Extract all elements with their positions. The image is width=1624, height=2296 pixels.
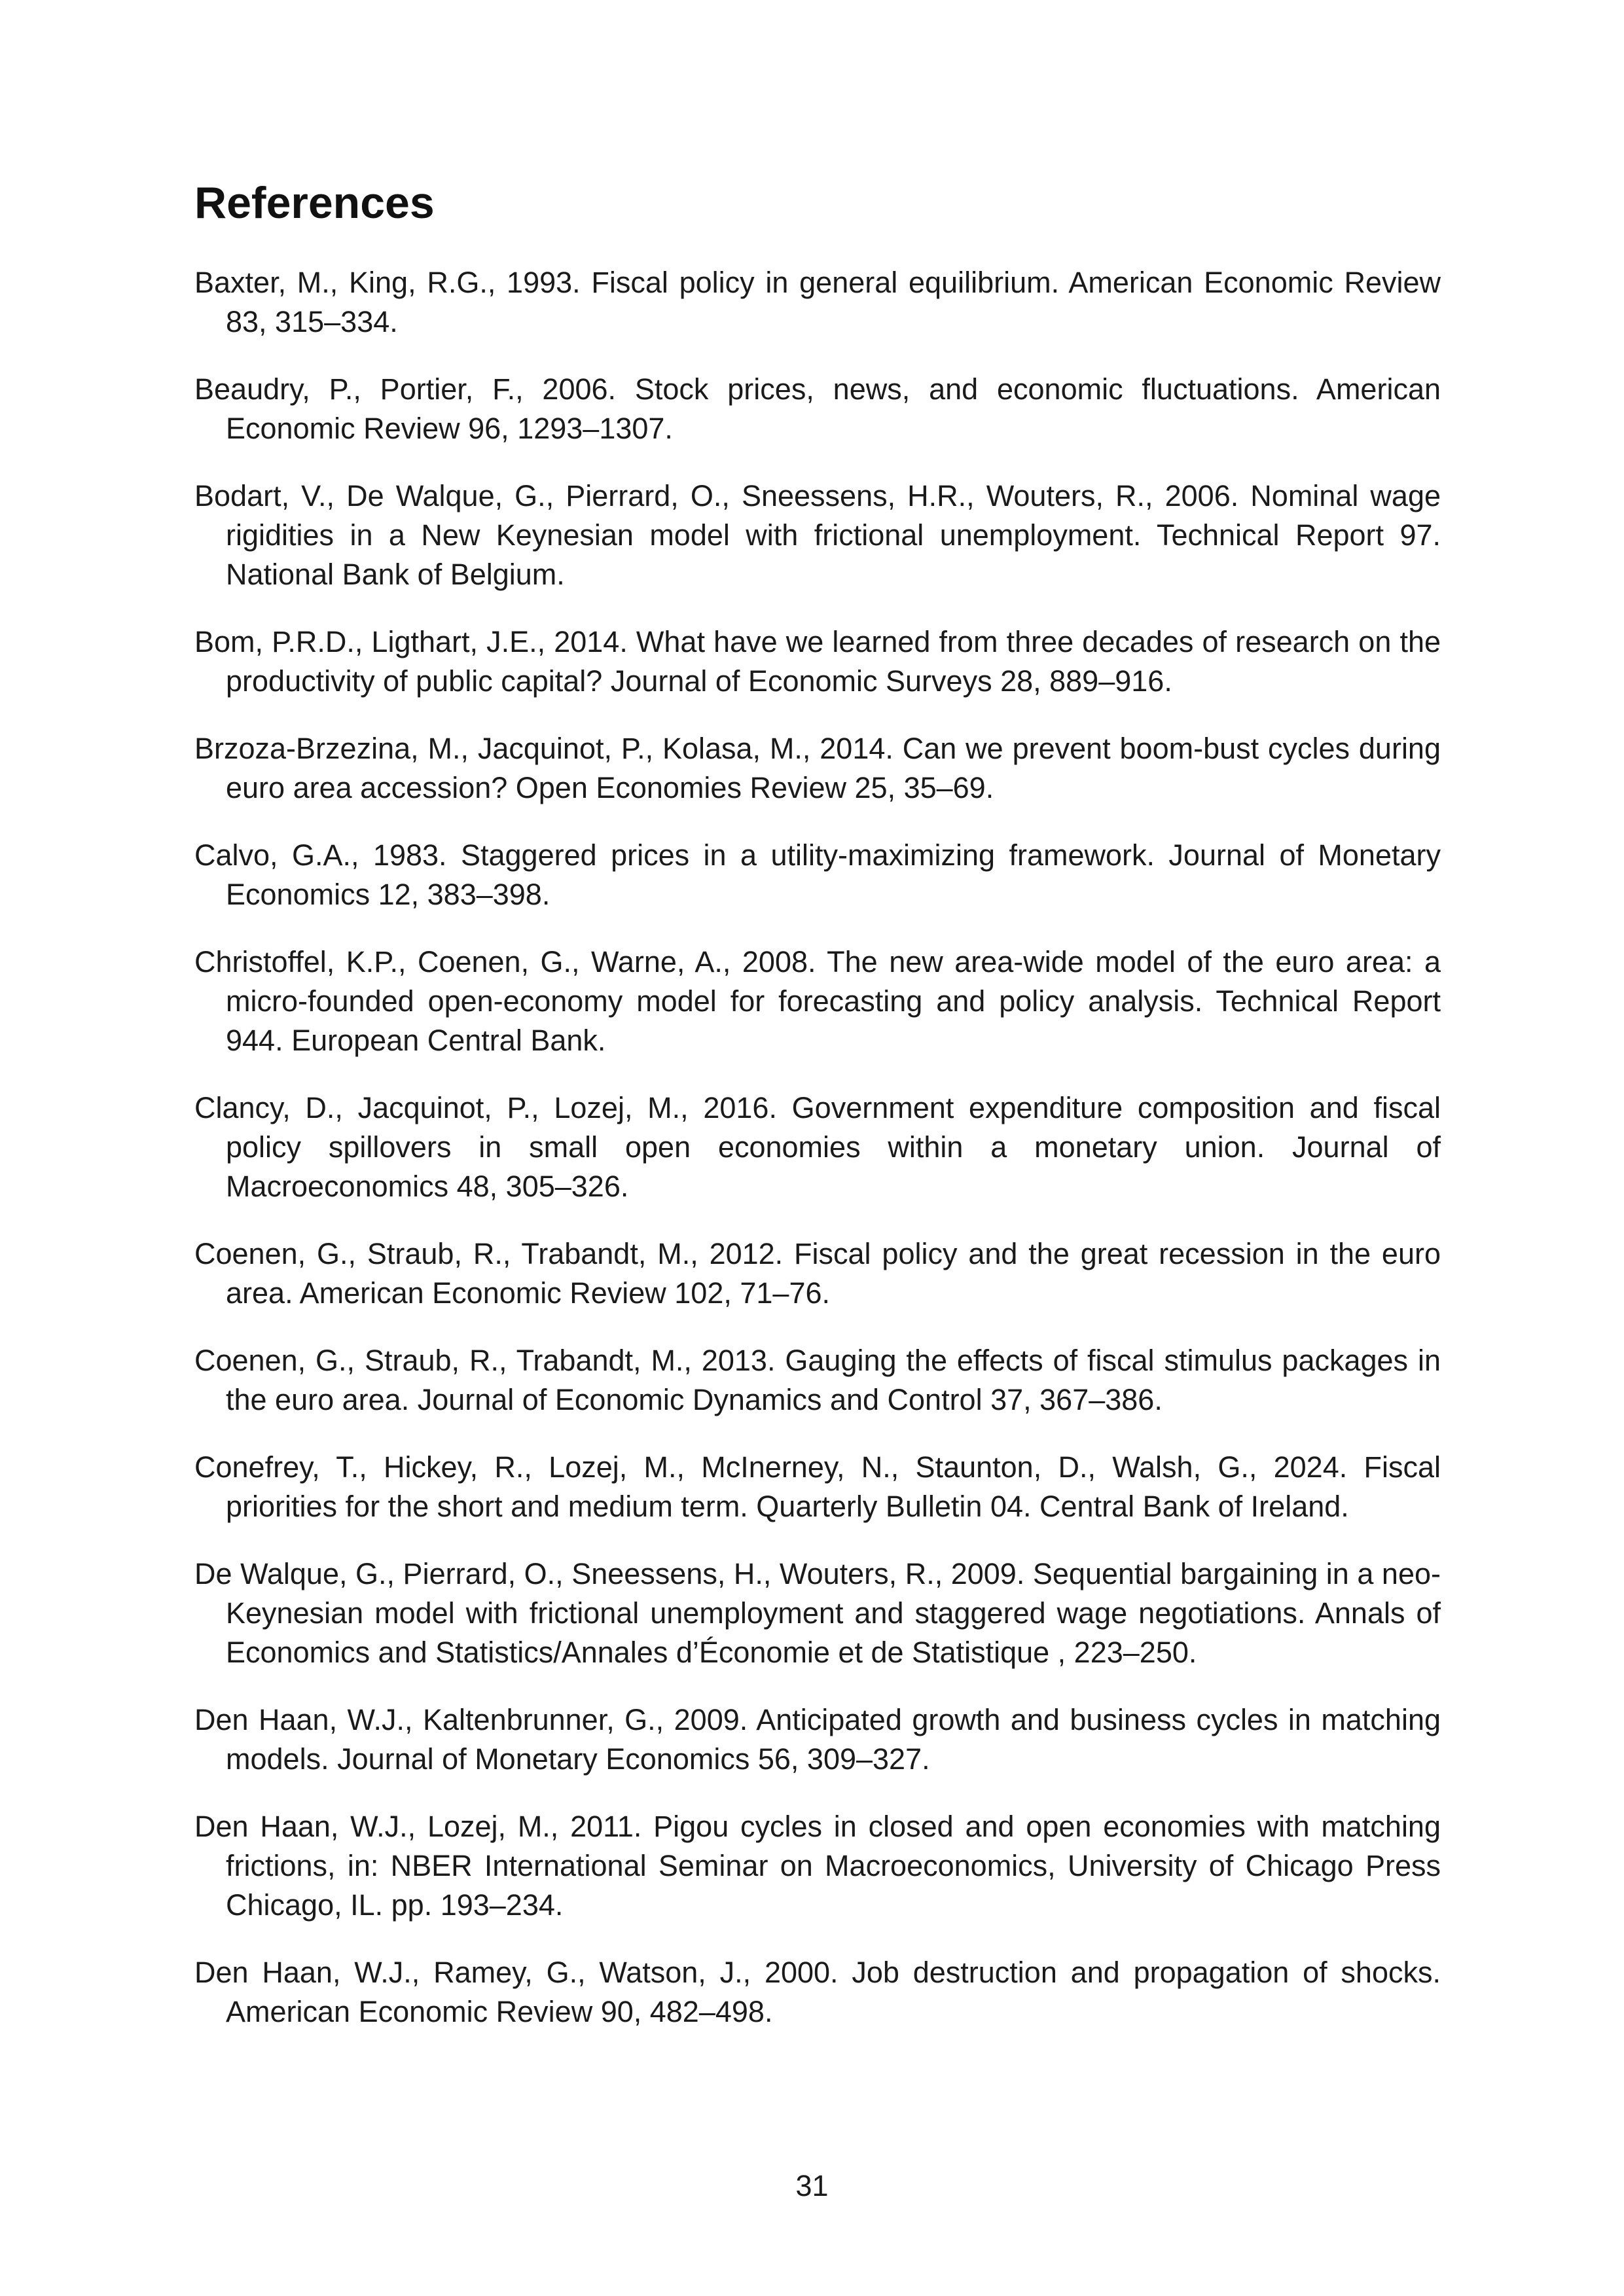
reference-item: Coenen, G., Straub, R., Trabandt, M., 2012. Fiscal policy and the great recession in the euro area. American Economic Review 102, 71–76. bbox=[194, 1236, 1441, 1310]
reference-item: Conefrey, T., Hickey, R., Lozej, M., McInerney, N., Staunton, D., Walsh, G., 2024. Fiscal priorities for the short and medium term. Quarterly Bulletin 04. Central Bank of Ireland. bbox=[194, 1450, 1441, 1523]
reference-item: Bodart, V., De Walque, G., Pierrard, O., Sneessens, H.R., Wouters, R., 2006. Nominal wage rigidities in a New Keynesian model with frictional unemployment. Technical Report 97. National Bank of Belgium. bbox=[194, 478, 1441, 591]
references-section bbox=[194, 177, 1441, 2060]
reference-item: Den Haan, W.J., Ramey, G., Watson, J., 2000. Job destruction and propagation of shocks. American Economic Review 90, 482–498. bbox=[194, 1955, 1441, 2028]
reference-item: Calvo, G.A., 1983. Staggered prices in a utility-maximizing framework. Journal of Monetary Economics 12, 383–398. bbox=[194, 838, 1441, 911]
references-heading: References bbox=[194, 178, 435, 228]
reference-item: Beaudry, P., Portier, F., 2006. Stock prices, news, and economic fluctuations. American Economic Review 96, 1293–1307. bbox=[194, 372, 1441, 445]
reference-item: Den Haan, W.J., Kaltenbrunner, G., 2009. Anticipated growth and business cycles in matching models. Journal of Monetary Economics 56, 309–327. bbox=[194, 1702, 1441, 1776]
reference-item: Den Haan, W.J., Lozej, M., 2011. Pigou cycles in closed and open economies with matching frictions, in: NBER International Seminar on Macroeconomics, University of Chicago Press Chicago, IL. pp. 193–234. bbox=[194, 1809, 1441, 1922]
reference-item: Clancy, D., Jacquinot, P., Lozej, M., 2016. Government expenditure composition and fiscal policy spillovers in small open economies within a monetary union. Journal of Macroeconomics 48, 305–326. bbox=[194, 1090, 1441, 1203]
reference-item: Bom, P.R.D., Ligthart, J.E., 2014. What have we learned from three decades of research on the productivity of public capital? Journal of Economic Surveys 28, 889–916. bbox=[194, 624, 1441, 698]
reference-item: Christoffel, K.P., Coenen, G., Warne, A., 2008. The new area-wide model of the euro area: a micro-founded open-economy model for forecasting and policy analysis. Technical Report 944. European Central Bank. bbox=[194, 944, 1441, 1057]
reference-item: De Walque, G., Pierrard, O., Sneessens, H., Wouters, R., 2009. Sequential bargaining in a neo-Keynesian model with frictional unemployment and staggered wage negotiations. Annals of Economics and Statistics/Annales d’Économie et de Statistique , 223–250. bbox=[194, 1556, 1441, 1669]
reference-item: Coenen, G., Straub, R., Trabandt, M., 2013. Gauging the effects of fiscal stimulus packages in the euro area. Journal of Economic Dynamics and Control 37, 367–386. bbox=[194, 1343, 1441, 1416]
page-number: 31 bbox=[795, 2169, 829, 2202]
reference-item: Baxter, M., King, R.G., 1993. Fiscal policy in general equilibrium. American Economic Review 83, 315–334. bbox=[194, 265, 1441, 338]
reference-list bbox=[194, 263, 1441, 2032]
reference-item: Brzoza-Brzezina, M., Jacquinot, P., Kolasa, M., 2014. Can we prevent boom-bust cycles during euro area accession? Open Economies Review 25, 35–69. bbox=[194, 731, 1441, 804]
